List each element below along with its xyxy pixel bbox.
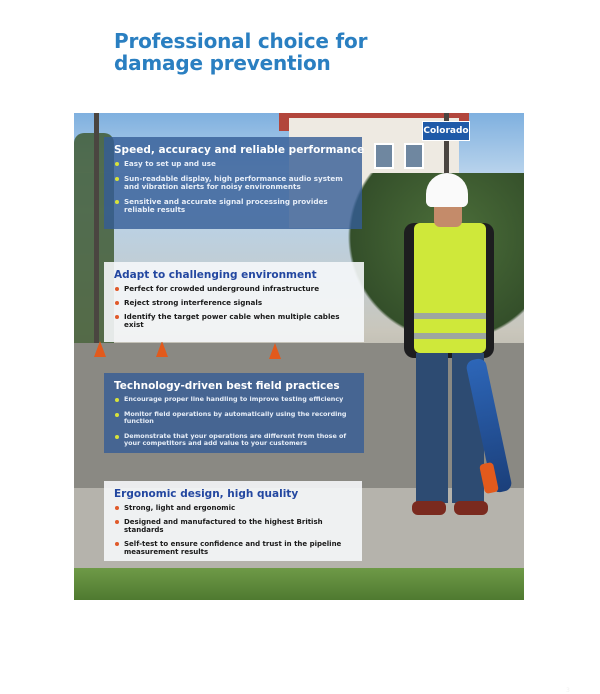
bullet-item: Reject strong interference signals bbox=[114, 299, 354, 307]
traffic-cone bbox=[156, 341, 168, 357]
worker-figure bbox=[364, 173, 514, 593]
panel-title: Ergonomic design, high quality bbox=[114, 488, 299, 500]
bullet-item: Strong, light and ergonomic bbox=[114, 504, 352, 512]
feature-panel-ergonomic bbox=[104, 481, 362, 561]
street-sign: Colorado bbox=[422, 121, 470, 141]
traffic-cone bbox=[94, 341, 106, 357]
bullet-list bbox=[114, 396, 354, 447]
page-number: 3 bbox=[566, 687, 570, 694]
heading-line-2: damage prevention bbox=[114, 51, 331, 75]
bullet-item: Sun-readable display, high performance audio system and vibration alerts for noisy environments bbox=[114, 175, 352, 191]
bullet-item: Encourage proper line handling to improve testing efficiency bbox=[114, 396, 354, 403]
bullet-list bbox=[114, 504, 352, 556]
panel-title: Technology-driven best field practices bbox=[114, 380, 340, 392]
heading-line-1: Professional choice for bbox=[114, 29, 368, 53]
bullet-item: Identify the target power cable when multiple cables exist bbox=[114, 313, 354, 329]
panel-title: Adapt to challenging environment bbox=[114, 269, 317, 281]
feature-panel-field-practices bbox=[104, 373, 364, 453]
bullet-item: Self-test to ensure confidence and trust in the pipeline measurement results bbox=[114, 540, 352, 556]
page-heading bbox=[114, 30, 367, 74]
feature-panel-performance bbox=[104, 137, 365, 229]
bullet-item: Designed and manufactured to the highest British standards bbox=[114, 518, 352, 534]
photo-window bbox=[374, 143, 394, 169]
vest-stripe bbox=[414, 333, 486, 339]
bullet-item: Easy to set up and use bbox=[114, 160, 352, 168]
vest-stripe bbox=[414, 313, 486, 319]
bullet-list bbox=[114, 285, 354, 329]
bullet-item: Demonstrate that your operations are different from those of your competitors and add value to your customers bbox=[114, 433, 354, 447]
panel-title: Speed, accuracy and reliable performance bbox=[114, 144, 365, 156]
bullet-item: Perfect for crowded underground infrastructure bbox=[114, 285, 354, 293]
photo-window bbox=[404, 143, 424, 169]
traffic-cone bbox=[269, 343, 281, 359]
bullet-item: Sensitive and accurate signal processing provides reliable results bbox=[114, 198, 352, 214]
bullet-item: Monitor field operations by automatically using the recording function bbox=[114, 411, 354, 425]
worker-leg bbox=[416, 353, 448, 503]
worker-boot bbox=[412, 501, 446, 515]
worker-helmet bbox=[426, 173, 468, 207]
worker-boot bbox=[454, 501, 488, 515]
feature-panel-environment bbox=[104, 262, 364, 342]
bullet-list bbox=[114, 160, 352, 214]
